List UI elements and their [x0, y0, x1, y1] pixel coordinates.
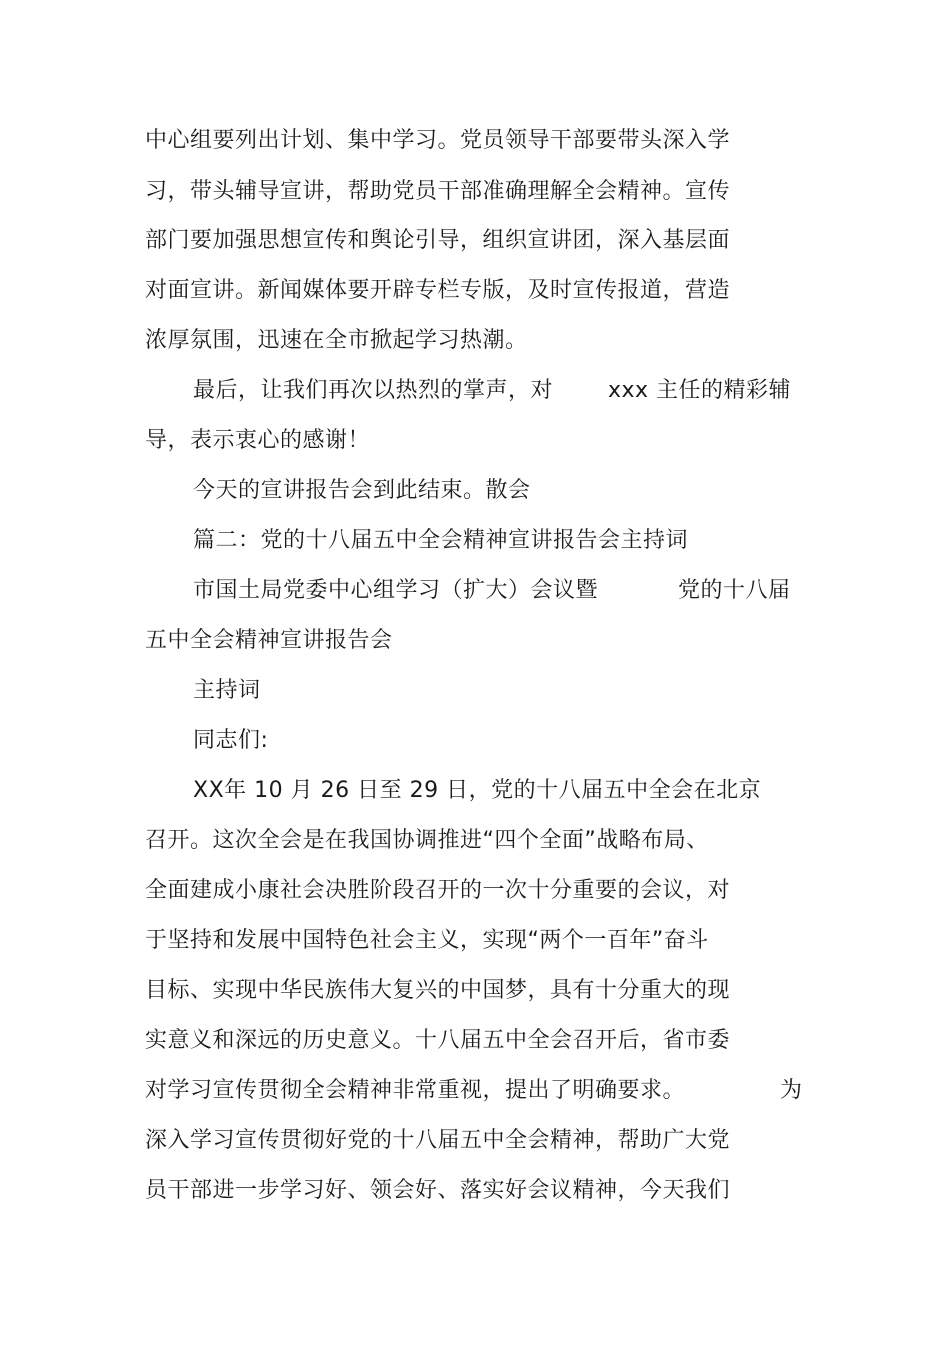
- text-line: 五中全会精神宣讲报告会: [145, 628, 393, 653]
- text-line: 习，带头辅导宣讲，帮助党员干部准确理解全会精神。宣传: [145, 179, 731, 204]
- text-line: 党的十八届: [678, 578, 791, 603]
- section-heading: 篇二：党的十八届五中全会精神宣讲报告会主持词: [193, 528, 689, 553]
- text-line: 最后，让我们再次以热烈的掌声，对: [193, 378, 554, 403]
- text-line: XX年 10 月 26 日至 29 日，党的十八届五中全会在北京: [193, 778, 762, 803]
- text-line: 深入学习宣传贯彻好党的十八届五中全会精神，帮助广大党: [145, 1128, 731, 1153]
- text-line: 中心组要列出计划、集中学习。党员领导干部要带头深入学: [145, 128, 731, 153]
- text-line: 今天的宣讲报告会到此结束。散会: [193, 478, 531, 503]
- text-line: 实意义和深远的历史意义。十八届五中全会召开后，省市委: [145, 1028, 731, 1053]
- text-line: xxx 主任的精彩辅: [608, 378, 792, 403]
- text-line: 于坚持和发展中国特色社会主义，实现“两个一百年”奋斗: [145, 928, 709, 953]
- text-line: 市国土局党委中心组学习（扩大）会议暨: [193, 578, 599, 603]
- text-line: 浓厚氛围，迅速在全市掀起学习热潮。: [145, 328, 528, 353]
- text-line: 全面建成小康社会决胜阶段召开的一次十分重要的会议，对: [145, 878, 731, 903]
- text-line: 为: [780, 1078, 803, 1103]
- text-line: 对学习宣传贯彻全会精神非常重视，提出了明确要求。: [145, 1078, 686, 1103]
- text-line: 召开。这次全会是在我国协调推进“四个全面”战略布局、: [145, 828, 709, 853]
- text-line: 对面宣讲。新闻媒体要开辟专栏专版，及时宣传报道，营造: [145, 278, 731, 303]
- text-line: 目标、实现中华民族伟大复兴的中国梦，具有十分重大的现: [145, 978, 731, 1003]
- text-line: 主持词: [193, 678, 261, 703]
- text-line: 员干部进一步学习好、领会好、落实好会议精神，今天我们: [145, 1178, 731, 1203]
- text-line: 同志们:: [193, 728, 269, 753]
- text-line: 部门要加强思想宣传和舆论引导，组织宣讲团，深入基层面: [145, 228, 731, 253]
- text-line: 导，表示衷心的感谢！: [145, 428, 371, 453]
